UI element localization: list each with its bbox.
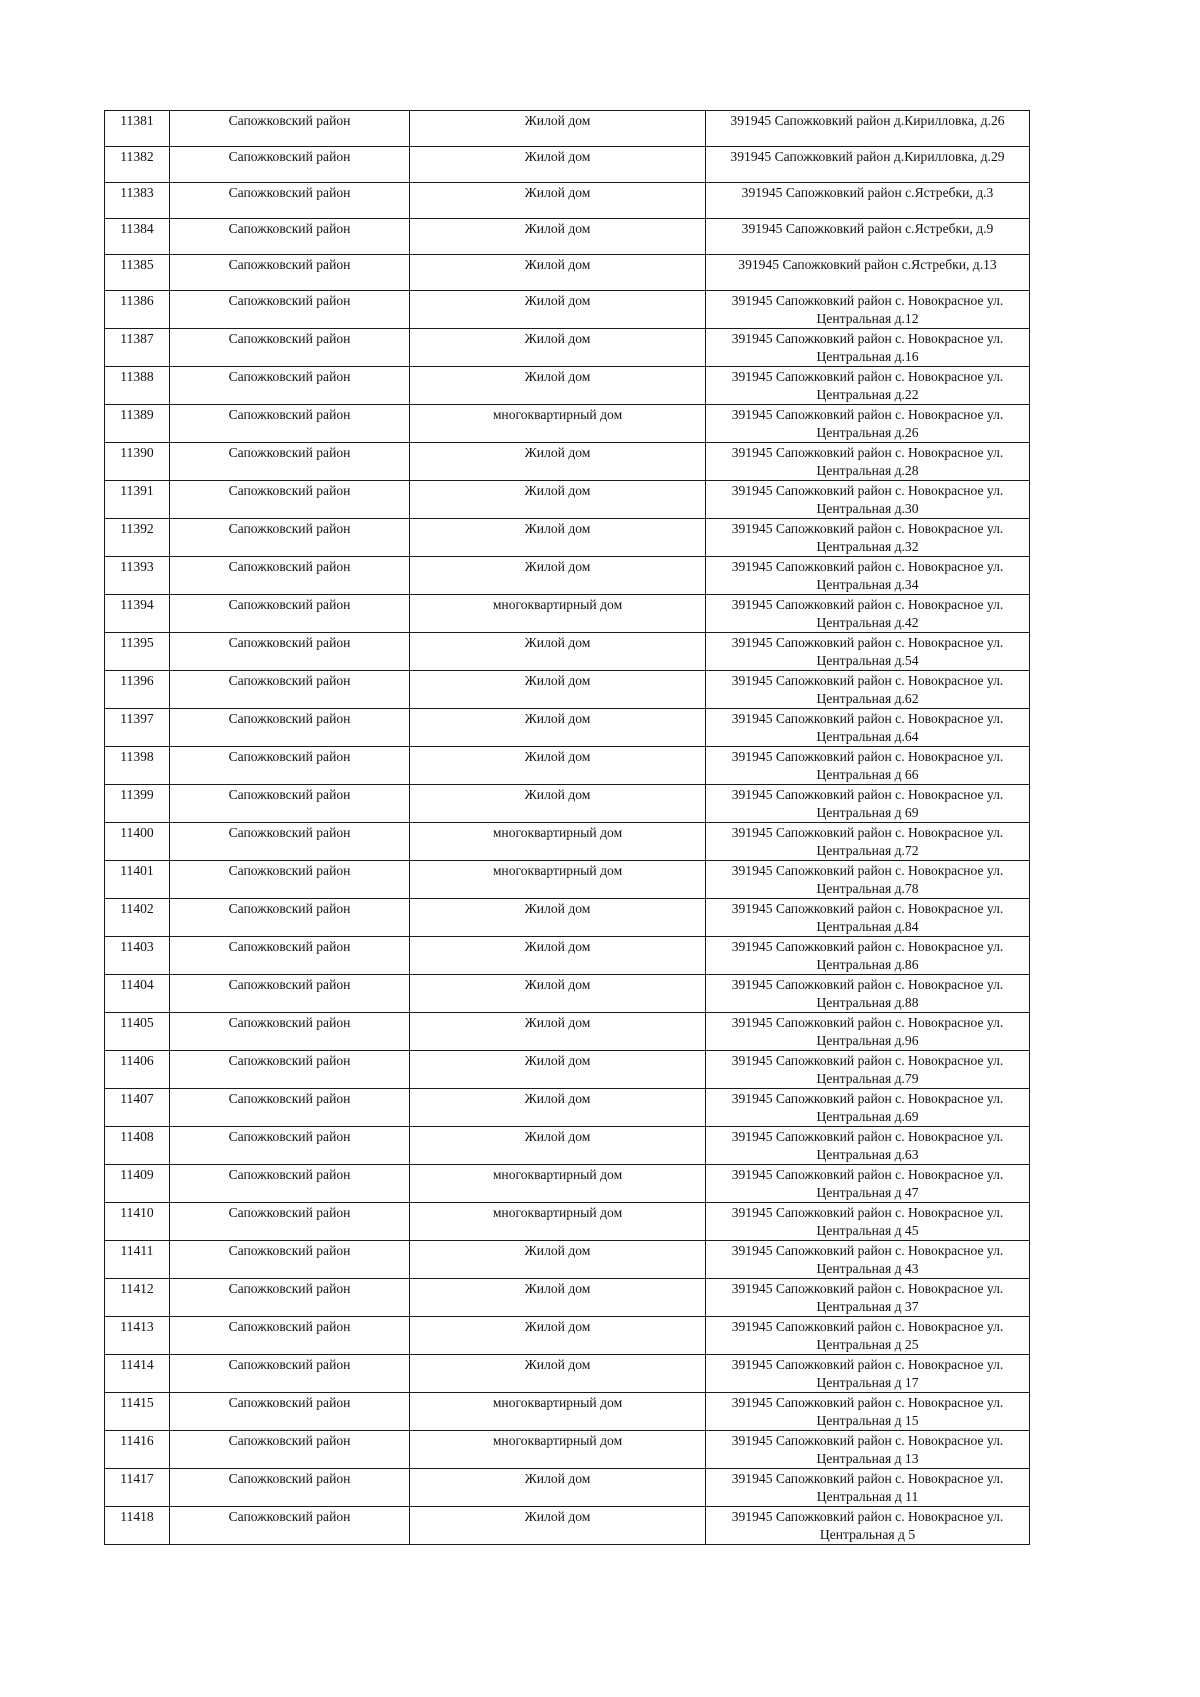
building-type-cell: многоквартирный дом xyxy=(410,1393,706,1431)
row-number-cell: 11391 xyxy=(105,481,170,519)
address-line-2: Центральная д.86 xyxy=(816,957,919,972)
table-row xyxy=(105,1317,1030,1355)
row-number-cell: 11408 xyxy=(105,1127,170,1165)
building-type-cell: Жилой дом xyxy=(410,1507,706,1545)
building-type-cell: Жилой дом xyxy=(410,975,706,1013)
building-type-cell: многоквартирный дом xyxy=(410,1431,706,1469)
row-number-cell: 11390 xyxy=(105,443,170,481)
building-type-cell: Жилой дом xyxy=(410,671,706,709)
address-cell xyxy=(706,709,1030,747)
district-cell: Сапожковский район xyxy=(170,861,410,899)
building-type-cell: Жилой дом xyxy=(410,329,706,367)
address-cell xyxy=(706,1241,1030,1279)
district-cell: Сапожковский район xyxy=(170,443,410,481)
table-row xyxy=(105,671,1030,709)
row-number-cell: 11392 xyxy=(105,519,170,557)
address-table xyxy=(104,110,1030,1545)
address-cell xyxy=(706,147,1030,183)
address-line-1: 391945 Сапожковкий район с. Новокрасное ул. xyxy=(731,369,1004,384)
address-line-2: Центральная д 66 xyxy=(816,767,919,782)
address-line-2: Центральная д.22 xyxy=(816,387,919,402)
row-number-cell: 11387 xyxy=(105,329,170,367)
address-cell xyxy=(706,329,1030,367)
table-row xyxy=(105,937,1030,975)
address-text: 391945 Сапожковкий район д.Кирилловка, д.29 xyxy=(730,149,1005,164)
address-line-2: Центральная д.78 xyxy=(816,881,919,896)
address-line-1: 391945 Сапожковкий район с. Новокрасное ул. xyxy=(731,1091,1004,1106)
address-cell xyxy=(706,183,1030,219)
address-cell xyxy=(706,255,1030,291)
table-row xyxy=(105,1203,1030,1241)
district-cell: Сапожковский район xyxy=(170,1431,410,1469)
address-line-1: 391945 Сапожковкий район с. Новокрасное ул. xyxy=(731,597,1004,612)
building-type-cell: Жилой дом xyxy=(410,1355,706,1393)
building-type-cell: многоквартирный дом xyxy=(410,1203,706,1241)
address-line-1: 391945 Сапожковкий район с. Новокрасное ул. xyxy=(731,749,1004,764)
address-line-2: Центральная д.69 xyxy=(816,1109,919,1124)
address-text: 391945 Сапожковкий район с.Ястребки, д.3 xyxy=(741,185,994,200)
district-cell: Сапожковский район xyxy=(170,1317,410,1355)
address-line-2: Центральная д.42 xyxy=(816,615,919,630)
table-row xyxy=(105,1051,1030,1089)
row-number-cell: 11409 xyxy=(105,1165,170,1203)
row-number-cell: 11411 xyxy=(105,1241,170,1279)
table-row xyxy=(105,595,1030,633)
row-number-cell: 11416 xyxy=(105,1431,170,1469)
table-row xyxy=(105,367,1030,405)
district-cell: Сапожковский район xyxy=(170,329,410,367)
district-cell: Сапожковский район xyxy=(170,1241,410,1279)
table-row xyxy=(105,183,1030,219)
address-line-2: Центральная д.88 xyxy=(816,995,919,1010)
building-type-cell: Жилой дом xyxy=(410,219,706,255)
address-cell xyxy=(706,1089,1030,1127)
building-type-cell: Жилой дом xyxy=(410,899,706,937)
address-line-1: 391945 Сапожковкий район с. Новокрасное ул. xyxy=(731,863,1004,878)
row-number-cell: 11404 xyxy=(105,975,170,1013)
table-row xyxy=(105,709,1030,747)
district-cell: Сапожковский район xyxy=(170,1051,410,1089)
address-line-2: Центральная д.63 xyxy=(816,1147,919,1162)
table-row xyxy=(105,1355,1030,1393)
district-cell: Сапожковский район xyxy=(170,633,410,671)
address-cell xyxy=(706,899,1030,937)
address-line-1: 391945 Сапожковкий район с. Новокрасное ул. xyxy=(731,445,1004,460)
address-line-1: 391945 Сапожковкий район с. Новокрасное ул. xyxy=(731,673,1004,688)
address-cell xyxy=(706,443,1030,481)
district-cell: Сапожковский район xyxy=(170,255,410,291)
table-row xyxy=(105,1469,1030,1507)
address-line-1: 391945 Сапожковкий район с. Новокрасное ул. xyxy=(731,1205,1004,1220)
row-number-cell: 11384 xyxy=(105,219,170,255)
table-row xyxy=(105,1241,1030,1279)
table-row xyxy=(105,219,1030,255)
address-line-1: 391945 Сапожковкий район с. Новокрасное ул. xyxy=(731,977,1004,992)
building-type-cell: Жилой дом xyxy=(410,785,706,823)
table-row xyxy=(105,481,1030,519)
row-number-cell: 11414 xyxy=(105,1355,170,1393)
address-line-1: 391945 Сапожковкий район с. Новокрасное ул. xyxy=(731,939,1004,954)
row-number-cell: 11401 xyxy=(105,861,170,899)
building-type-cell: Жилой дом xyxy=(410,147,706,183)
district-cell: Сапожковский район xyxy=(170,405,410,443)
building-type-cell: Жилой дом xyxy=(410,183,706,219)
address-table-body xyxy=(105,111,1030,1545)
table-row xyxy=(105,111,1030,147)
address-cell xyxy=(706,747,1030,785)
table-row xyxy=(105,291,1030,329)
district-cell: Сапожковский район xyxy=(170,975,410,1013)
table-row xyxy=(105,1013,1030,1051)
address-line-2: Центральная д 13 xyxy=(816,1451,919,1466)
table-row xyxy=(105,1089,1030,1127)
district-cell: Сапожковский район xyxy=(170,1013,410,1051)
table-row xyxy=(105,1507,1030,1545)
address-line-1: 391945 Сапожковкий район с. Новокрасное ул. xyxy=(731,1509,1004,1524)
address-cell xyxy=(706,1013,1030,1051)
district-cell: Сапожковский район xyxy=(170,1469,410,1507)
address-line-2: Центральная д 45 xyxy=(816,1223,919,1238)
table-row xyxy=(105,255,1030,291)
address-line-2: Центральная д.72 xyxy=(816,843,919,858)
address-line-1: 391945 Сапожковкий район с. Новокрасное ул. xyxy=(731,407,1004,422)
address-line-1: 391945 Сапожковкий район с. Новокрасное ул. xyxy=(731,1281,1004,1296)
address-line-1: 391945 Сапожковкий район с. Новокрасное ул. xyxy=(731,483,1004,498)
table-row xyxy=(105,1165,1030,1203)
row-number-cell: 11413 xyxy=(105,1317,170,1355)
address-line-2: Центральная д 47 xyxy=(816,1185,919,1200)
address-text: 391945 Сапожковкий район д.Кирилловка, д.26 xyxy=(730,113,1005,128)
address-line-2: Центральная д 17 xyxy=(816,1375,919,1390)
table-row xyxy=(105,519,1030,557)
district-cell: Сапожковский район xyxy=(170,709,410,747)
address-line-2: Центральная д.26 xyxy=(816,425,919,440)
row-number-cell: 11417 xyxy=(105,1469,170,1507)
district-cell: Сапожковский район xyxy=(170,183,410,219)
address-line-1: 391945 Сапожковкий район с. Новокрасное ул. xyxy=(731,1319,1004,1334)
district-cell: Сапожковский район xyxy=(170,823,410,861)
address-line-1: 391945 Сапожковкий район с. Новокрасное ул. xyxy=(731,1471,1004,1486)
district-cell: Сапожковский район xyxy=(170,1507,410,1545)
address-line-1: 391945 Сапожковкий район с. Новокрасное ул. xyxy=(731,1395,1004,1410)
address-line-1: 391945 Сапожковкий район с. Новокрасное ул. xyxy=(731,559,1004,574)
row-number-cell: 11389 xyxy=(105,405,170,443)
address-cell xyxy=(706,1431,1030,1469)
building-type-cell: Жилой дом xyxy=(410,481,706,519)
row-number-cell: 11383 xyxy=(105,183,170,219)
row-number-cell: 11382 xyxy=(105,147,170,183)
address-text: 391945 Сапожковкий район с.Ястребки, д.9 xyxy=(741,221,994,236)
building-type-cell: Жилой дом xyxy=(410,1469,706,1507)
row-number-cell: 11394 xyxy=(105,595,170,633)
address-line-2: Центральная д.54 xyxy=(816,653,919,668)
district-cell: Сапожковский район xyxy=(170,1393,410,1431)
address-line-1: 391945 Сапожковкий район с. Новокрасное ул. xyxy=(731,825,1004,840)
address-line-2: Центральная д.64 xyxy=(816,729,919,744)
address-line-2: Центральная д 69 xyxy=(816,805,919,820)
address-cell xyxy=(706,1051,1030,1089)
address-line-1: 391945 Сапожковкий район с. Новокрасное ул. xyxy=(731,711,1004,726)
building-type-cell: многоквартирный дом xyxy=(410,861,706,899)
district-cell: Сапожковский район xyxy=(170,219,410,255)
district-cell: Сапожковский район xyxy=(170,367,410,405)
table-row xyxy=(105,1127,1030,1165)
district-cell: Сапожковский район xyxy=(170,1127,410,1165)
row-number-cell: 11400 xyxy=(105,823,170,861)
building-type-cell: Жилой дом xyxy=(410,1089,706,1127)
table-row xyxy=(105,975,1030,1013)
address-line-2: Центральная д.32 xyxy=(816,539,919,554)
district-cell: Сапожковский район xyxy=(170,785,410,823)
building-type-cell: многоквартирный дом xyxy=(410,1165,706,1203)
address-line-2: Центральная д 15 xyxy=(816,1413,919,1428)
address-line-1: 391945 Сапожковкий район с. Новокрасное ул. xyxy=(731,293,1004,308)
building-type-cell: Жилой дом xyxy=(410,1317,706,1355)
address-cell xyxy=(706,975,1030,1013)
building-type-cell: многоквартирный дом xyxy=(410,595,706,633)
row-number-cell: 11396 xyxy=(105,671,170,709)
district-cell: Сапожковский район xyxy=(170,671,410,709)
address-cell xyxy=(706,1469,1030,1507)
table-row xyxy=(105,1431,1030,1469)
table-row xyxy=(105,329,1030,367)
row-number-cell: 11403 xyxy=(105,937,170,975)
address-cell xyxy=(706,111,1030,147)
address-line-1: 391945 Сапожковкий район с. Новокрасное ул. xyxy=(731,1243,1004,1258)
row-number-cell: 11385 xyxy=(105,255,170,291)
address-cell xyxy=(706,633,1030,671)
building-type-cell: Жилой дом xyxy=(410,557,706,595)
address-cell xyxy=(706,1393,1030,1431)
building-type-cell: многоквартирный дом xyxy=(410,823,706,861)
row-number-cell: 11381 xyxy=(105,111,170,147)
address-line-2: Центральная д.34 xyxy=(816,577,919,592)
table-row xyxy=(105,557,1030,595)
district-cell: Сапожковский район xyxy=(170,937,410,975)
address-line-1: 391945 Сапожковкий район с. Новокрасное ул. xyxy=(731,1433,1004,1448)
building-type-cell: Жилой дом xyxy=(410,1241,706,1279)
address-text: 391945 Сапожковкий район с.Ястребки, д.13 xyxy=(738,257,997,272)
address-cell xyxy=(706,1317,1030,1355)
address-line-1: 391945 Сапожковкий район с. Новокрасное ул. xyxy=(731,331,1004,346)
address-cell xyxy=(706,1279,1030,1317)
district-cell: Сапожковский район xyxy=(170,1279,410,1317)
district-cell: Сапожковский район xyxy=(170,1165,410,1203)
building-type-cell: Жилой дом xyxy=(410,255,706,291)
district-cell: Сапожковский район xyxy=(170,147,410,183)
address-line-2: Центральная д 25 xyxy=(816,1337,919,1352)
address-line-2: Центральная д 11 xyxy=(816,1489,919,1504)
table-row xyxy=(105,899,1030,937)
row-number-cell: 11398 xyxy=(105,747,170,785)
address-line-2: Центральная д.12 xyxy=(816,311,919,326)
district-cell: Сапожковский район xyxy=(170,481,410,519)
address-cell xyxy=(706,557,1030,595)
address-cell xyxy=(706,405,1030,443)
table-row xyxy=(105,747,1030,785)
district-cell: Сапожковский район xyxy=(170,747,410,785)
address-line-1: 391945 Сапожковкий район с. Новокрасное ул. xyxy=(731,1129,1004,1144)
address-cell xyxy=(706,937,1030,975)
address-cell xyxy=(706,595,1030,633)
building-type-cell: Жилой дом xyxy=(410,1051,706,1089)
table-row xyxy=(105,861,1030,899)
table-row xyxy=(105,147,1030,183)
address-cell xyxy=(706,785,1030,823)
building-type-cell: Жилой дом xyxy=(410,633,706,671)
address-cell xyxy=(706,367,1030,405)
district-cell: Сапожковский район xyxy=(170,899,410,937)
row-number-cell: 11410 xyxy=(105,1203,170,1241)
district-cell: Сапожковский район xyxy=(170,291,410,329)
district-cell: Сапожковский район xyxy=(170,1089,410,1127)
address-cell xyxy=(706,671,1030,709)
address-line-1: 391945 Сапожковкий район с. Новокрасное ул. xyxy=(731,1357,1004,1372)
row-number-cell: 11393 xyxy=(105,557,170,595)
row-number-cell: 11418 xyxy=(105,1507,170,1545)
address-cell xyxy=(706,1127,1030,1165)
address-cell xyxy=(706,1165,1030,1203)
row-number-cell: 11412 xyxy=(105,1279,170,1317)
address-line-2: Центральная д.62 xyxy=(816,691,919,706)
table-row xyxy=(105,1279,1030,1317)
row-number-cell: 11406 xyxy=(105,1051,170,1089)
table-row xyxy=(105,443,1030,481)
building-type-cell: Жилой дом xyxy=(410,443,706,481)
address-line-1: 391945 Сапожковкий район с. Новокрасное ул. xyxy=(731,1167,1004,1182)
address-cell xyxy=(706,823,1030,861)
address-line-2: Центральная д.30 xyxy=(816,501,919,516)
address-line-1: 391945 Сапожковкий район с. Новокрасное ул. xyxy=(731,787,1004,802)
row-number-cell: 11405 xyxy=(105,1013,170,1051)
table-row xyxy=(105,405,1030,443)
address-line-2: Центральная д 43 xyxy=(816,1261,919,1276)
address-cell xyxy=(706,291,1030,329)
address-cell xyxy=(706,1203,1030,1241)
district-cell: Сапожковский район xyxy=(170,595,410,633)
row-number-cell: 11407 xyxy=(105,1089,170,1127)
table-row xyxy=(105,785,1030,823)
building-type-cell: Жилой дом xyxy=(410,519,706,557)
address-cell xyxy=(706,481,1030,519)
row-number-cell: 11395 xyxy=(105,633,170,671)
table-row xyxy=(105,823,1030,861)
table-row xyxy=(105,1393,1030,1431)
building-type-cell: Жилой дом xyxy=(410,1013,706,1051)
building-type-cell: Жилой дом xyxy=(410,937,706,975)
address-line-2: Центральная д.96 xyxy=(816,1033,919,1048)
row-number-cell: 11399 xyxy=(105,785,170,823)
district-cell: Сапожковский район xyxy=(170,557,410,595)
address-line-1: 391945 Сапожковкий район с. Новокрасное ул. xyxy=(731,1015,1004,1030)
district-cell: Сапожковский район xyxy=(170,519,410,557)
address-line-2: Центральная д 5 xyxy=(819,1527,916,1542)
row-number-cell: 11388 xyxy=(105,367,170,405)
building-type-cell: многоквартирный дом xyxy=(410,405,706,443)
address-line-2: Центральная д.16 xyxy=(816,349,919,364)
address-cell xyxy=(706,219,1030,255)
address-line-1: 391945 Сапожковкий район с. Новокрасное ул. xyxy=(731,1053,1004,1068)
address-line-2: Центральная д.79 xyxy=(816,1071,919,1086)
address-cell xyxy=(706,1507,1030,1545)
row-number-cell: 11397 xyxy=(105,709,170,747)
district-cell: Сапожковский район xyxy=(170,1355,410,1393)
row-number-cell: 11402 xyxy=(105,899,170,937)
address-cell xyxy=(706,861,1030,899)
address-line-1: 391945 Сапожковкий район с. Новокрасное ул. xyxy=(731,635,1004,650)
address-line-1: 391945 Сапожковкий район с. Новокрасное ул. xyxy=(731,521,1004,536)
building-type-cell: Жилой дом xyxy=(410,291,706,329)
building-type-cell: Жилой дом xyxy=(410,709,706,747)
table-row xyxy=(105,633,1030,671)
address-line-2: Центральная д.84 xyxy=(816,919,919,934)
address-line-1: 391945 Сапожковкий район с. Новокрасное ул. xyxy=(731,901,1004,916)
building-type-cell: Жилой дом xyxy=(410,367,706,405)
building-type-cell: Жилой дом xyxy=(410,111,706,147)
row-number-cell: 11386 xyxy=(105,291,170,329)
district-cell: Сапожковский район xyxy=(170,111,410,147)
address-line-2: Центральная д.28 xyxy=(816,463,919,478)
building-type-cell: Жилой дом xyxy=(410,1127,706,1165)
address-cell xyxy=(706,1355,1030,1393)
address-cell xyxy=(706,519,1030,557)
building-type-cell: Жилой дом xyxy=(410,747,706,785)
building-type-cell: Жилой дом xyxy=(410,1279,706,1317)
address-line-2: Центральная д 37 xyxy=(816,1299,919,1314)
district-cell: Сапожковский район xyxy=(170,1203,410,1241)
row-number-cell: 11415 xyxy=(105,1393,170,1431)
